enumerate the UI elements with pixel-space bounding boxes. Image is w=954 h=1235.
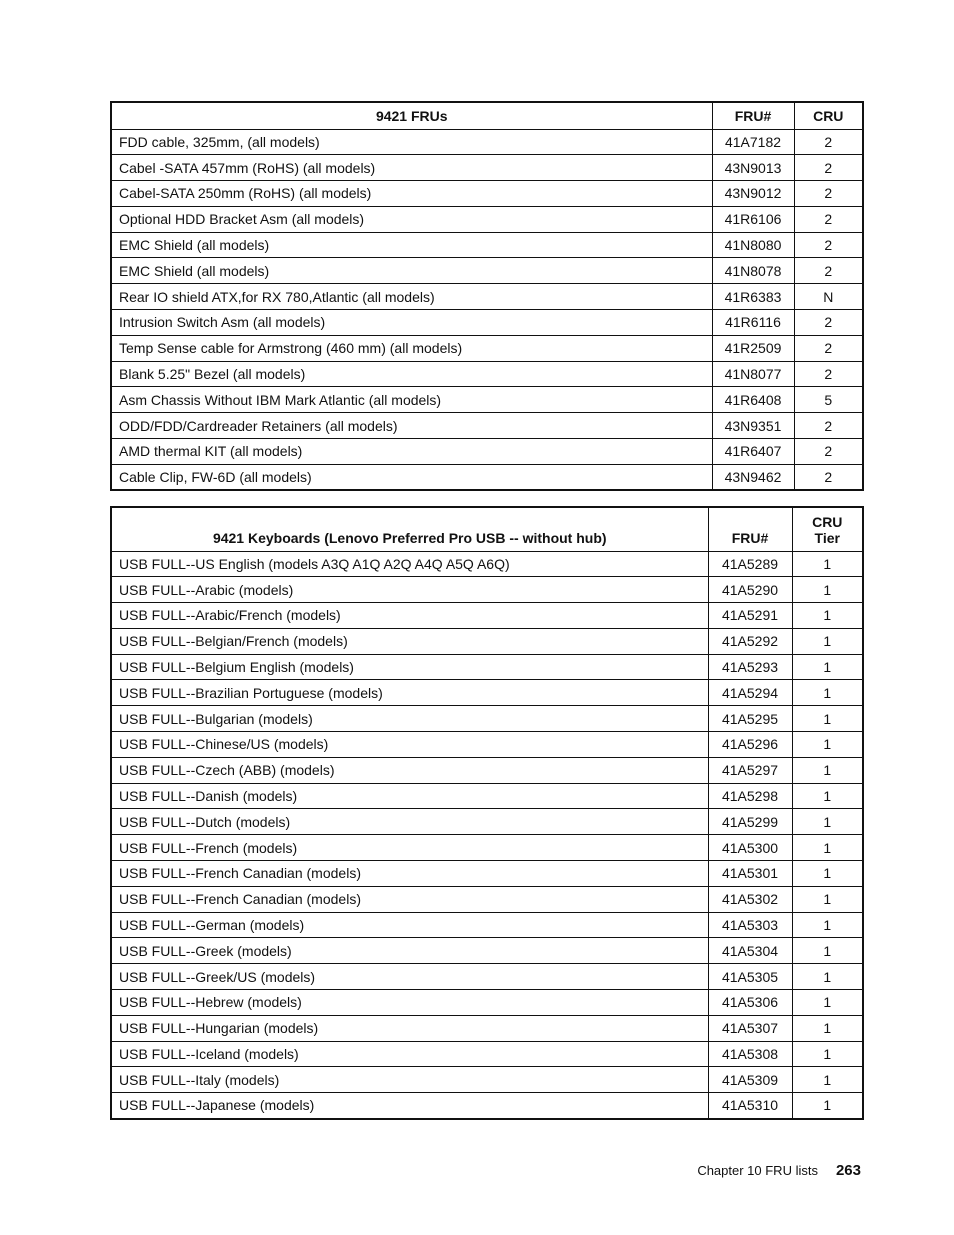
- table-row: [111, 258, 863, 284]
- cell-fru-number: 41A5309: [708, 1067, 792, 1093]
- table-row: [111, 387, 863, 413]
- cell-cru: 1: [792, 783, 863, 809]
- cell-description: USB FULL--Chinese/US (models): [111, 732, 708, 758]
- cell-description: USB FULL--French Canadian (models): [111, 886, 708, 912]
- cell-fru-number: 41A5289: [708, 551, 792, 577]
- cell-cru: 1: [792, 990, 863, 1016]
- cell-fru-number: 41A5306: [708, 990, 792, 1016]
- cell-description: USB FULL--Dutch (models): [111, 809, 708, 835]
- cell-fru-number: 41A5300: [708, 835, 792, 861]
- cell-description: ODD/FDD/Cardreader Retainers (all models): [111, 413, 712, 439]
- cell-cru: 1: [792, 964, 863, 990]
- cell-fru-number: 41A5302: [708, 886, 792, 912]
- table-row: [111, 413, 863, 439]
- fru-table-body: [111, 129, 863, 490]
- cell-cru: 1: [792, 809, 863, 835]
- column-header-cru: CRU: [794, 102, 863, 129]
- cell-description: EMC Shield (all models): [111, 232, 712, 258]
- cell-cru: 1: [792, 1015, 863, 1041]
- cell-cru: 1: [792, 628, 863, 654]
- cell-description: USB FULL--Italy (models): [111, 1067, 708, 1093]
- cell-description: USB FULL--Greek/US (models): [111, 964, 708, 990]
- cell-cru: 1: [792, 757, 863, 783]
- cell-fru-number: 41R6383: [712, 284, 794, 310]
- cell-fru-number: 41R6116: [712, 310, 794, 336]
- cell-cru: 1: [792, 938, 863, 964]
- cell-cru: 2: [794, 335, 863, 361]
- cell-description: USB FULL--French Canadian (models): [111, 861, 708, 887]
- cell-description: Cabel -SATA 457mm (RoHS) (all models): [111, 155, 712, 181]
- cell-description: USB FULL--Japanese (models): [111, 1093, 708, 1119]
- cell-fru-number: 43N9462: [712, 464, 794, 490]
- table-header-row: [111, 102, 863, 129]
- cell-cru: 1: [792, 603, 863, 629]
- cell-description: Blank 5.25" Bezel (all models): [111, 361, 712, 387]
- cell-description: AMD thermal KIT (all models): [111, 439, 712, 465]
- cell-fru-number: 43N9012: [712, 181, 794, 207]
- cell-description: USB FULL--French (models): [111, 835, 708, 861]
- cell-description: USB FULL--Hebrew (models): [111, 990, 708, 1016]
- table-row: [111, 232, 863, 258]
- cell-cru: 2: [794, 413, 863, 439]
- cell-fru-number: 43N9351: [712, 413, 794, 439]
- table-row: [111, 732, 863, 758]
- cell-cru: 1: [792, 732, 863, 758]
- cell-description: USB FULL--Czech (ABB) (models): [111, 757, 708, 783]
- table-row: [111, 181, 863, 207]
- cell-fru-number: 41A5294: [708, 680, 792, 706]
- table-row: [111, 990, 863, 1016]
- cell-fru-number: 41A5303: [708, 912, 792, 938]
- cell-fru-number: 41R2509: [712, 335, 794, 361]
- cru-header-line2: Tier: [814, 529, 840, 546]
- cell-fru-number: 41R6408: [712, 387, 794, 413]
- table-row: [111, 964, 863, 990]
- cell-fru-number: 43N9013: [712, 155, 794, 181]
- table-row: [111, 680, 863, 706]
- cell-cru: 1: [792, 861, 863, 887]
- cell-fru-number: 41A5305: [708, 964, 792, 990]
- table-row: [111, 206, 863, 232]
- cell-cru: 2: [794, 439, 863, 465]
- cell-description: USB FULL--Iceland (models): [111, 1041, 708, 1067]
- cell-description: Optional HDD Bracket Asm (all models): [111, 206, 712, 232]
- cell-fru-number: 41A5308: [708, 1041, 792, 1067]
- table-row: [111, 861, 863, 887]
- cell-fru-number: 41A7182: [712, 129, 794, 155]
- cell-description: Cable Clip, FW-6D (all models): [111, 464, 712, 490]
- cell-fru-number: 41A5310: [708, 1093, 792, 1119]
- cell-fru-number: 41A5291: [708, 603, 792, 629]
- column-header-description: 9421 Keyboards (Lenovo Preferred Pro USB -- without hub): [111, 507, 708, 551]
- table-row: [111, 938, 863, 964]
- cell-cru: 2: [794, 464, 863, 490]
- cell-cru: 1: [792, 1093, 863, 1119]
- table-row: [111, 439, 863, 465]
- chapter-label: Chapter 10 FRU lists: [697, 1163, 818, 1178]
- cell-description: USB FULL--Danish (models): [111, 783, 708, 809]
- cell-fru-number: 41A5293: [708, 654, 792, 680]
- cell-cru: 1: [792, 680, 863, 706]
- cell-description: Rear IO shield ATX,for RX 780,Atlantic (all models): [111, 284, 712, 310]
- cell-cru: 2: [794, 361, 863, 387]
- cell-description: USB FULL--Greek (models): [111, 938, 708, 964]
- cell-fru-number: 41A5290: [708, 577, 792, 603]
- cell-fru-number: 41A5292: [708, 628, 792, 654]
- cell-cru: 5: [794, 387, 863, 413]
- table-row: [111, 1093, 863, 1119]
- cell-cru: 1: [792, 706, 863, 732]
- cell-description: USB FULL--Bulgarian (models): [111, 706, 708, 732]
- cell-description: USB FULL--Arabic/French (models): [111, 603, 708, 629]
- cell-fru-number: 41N8077: [712, 361, 794, 387]
- cell-cru: 2: [794, 129, 863, 155]
- table-row: [111, 783, 863, 809]
- table-row: [111, 310, 863, 336]
- table-row: [111, 628, 863, 654]
- cell-cru: N: [794, 284, 863, 310]
- cell-description: Temp Sense cable for Armstrong (460 mm) (all models): [111, 335, 712, 361]
- cell-cru: 2: [794, 310, 863, 336]
- table-row: [111, 464, 863, 490]
- column-header-description: 9421 FRUs: [111, 102, 712, 129]
- cell-cru: 2: [794, 206, 863, 232]
- cell-cru: 1: [792, 551, 863, 577]
- column-header-cru-tier: [792, 507, 863, 551]
- cell-fru-number: 41A5299: [708, 809, 792, 835]
- table-row: [111, 551, 863, 577]
- cell-fru-number: 41A5295: [708, 706, 792, 732]
- table-row: [111, 1041, 863, 1067]
- table-row: [111, 809, 863, 835]
- cell-fru-number: 41A5297: [708, 757, 792, 783]
- cell-description: Intrusion Switch Asm (all models): [111, 310, 712, 336]
- cell-fru-number: 41R6106: [712, 206, 794, 232]
- table-row: [111, 335, 863, 361]
- cell-fru-number: 41A5301: [708, 861, 792, 887]
- table-row: [111, 757, 863, 783]
- cell-cru: 1: [792, 886, 863, 912]
- cell-fru-number: 41A5307: [708, 1015, 792, 1041]
- table-header-row: [111, 507, 863, 551]
- cell-cru: 1: [792, 1067, 863, 1093]
- page-number: 263: [835, 1162, 861, 1179]
- table-row: [111, 912, 863, 938]
- keyboards-table: [110, 506, 864, 1120]
- cell-fru-number: 41A5296: [708, 732, 792, 758]
- cell-fru-number: 41A5298: [708, 783, 792, 809]
- cell-fru-number: 41N8078: [712, 258, 794, 284]
- cell-description: USB FULL--Hungarian (models): [111, 1015, 708, 1041]
- table-row: [111, 361, 863, 387]
- cell-description: USB FULL--Brazilian Portuguese (models): [111, 680, 708, 706]
- table-row: [111, 654, 863, 680]
- table-row: [111, 706, 863, 732]
- cell-description: USB FULL--German (models): [111, 912, 708, 938]
- table-row: [111, 1015, 863, 1041]
- cell-description: EMC Shield (all models): [111, 258, 712, 284]
- cell-description: FDD cable, 325mm, (all models): [111, 129, 712, 155]
- cell-cru: 2: [794, 181, 863, 207]
- cell-fru-number: 41N8080: [712, 232, 794, 258]
- table-row: [111, 577, 863, 603]
- cell-description: USB FULL--Belgian/French (models): [111, 628, 708, 654]
- cell-cru: 2: [794, 155, 863, 181]
- column-header-fru: FRU#: [712, 102, 794, 129]
- table-row: [111, 603, 863, 629]
- cell-description: Asm Chassis Without IBM Mark Atlantic (all models): [111, 387, 712, 413]
- cell-fru-number: 41R6407: [712, 439, 794, 465]
- cru-header-line1: CRU: [812, 513, 843, 530]
- cell-cru: 1: [792, 835, 863, 861]
- table-row: [111, 886, 863, 912]
- fru-table: [110, 101, 864, 491]
- table-row: [111, 835, 863, 861]
- cell-cru: 1: [792, 1041, 863, 1067]
- keyboards-table-body: [111, 551, 863, 1119]
- cell-description: USB FULL--Belgium English (models): [111, 654, 708, 680]
- table-row: [111, 129, 863, 155]
- cell-cru: 1: [792, 912, 863, 938]
- table-row: [111, 1067, 863, 1093]
- cell-description: USB FULL--Arabic (models): [111, 577, 708, 603]
- column-header-fru: FRU#: [708, 507, 792, 551]
- table-row: [111, 155, 863, 181]
- cell-cru: 2: [794, 232, 863, 258]
- cell-cru: 1: [792, 577, 863, 603]
- table-row: [111, 284, 863, 310]
- cell-cru: 1: [792, 654, 863, 680]
- cell-cru: 2: [794, 258, 863, 284]
- cell-description: Cabel-SATA 250mm (RoHS) (all models): [111, 181, 712, 207]
- cell-fru-number: 41A5304: [708, 938, 792, 964]
- page-footer: [697, 1162, 861, 1179]
- cell-description: USB FULL--US English (models A3Q A1Q A2Q A4Q A5Q A6Q): [111, 551, 708, 577]
